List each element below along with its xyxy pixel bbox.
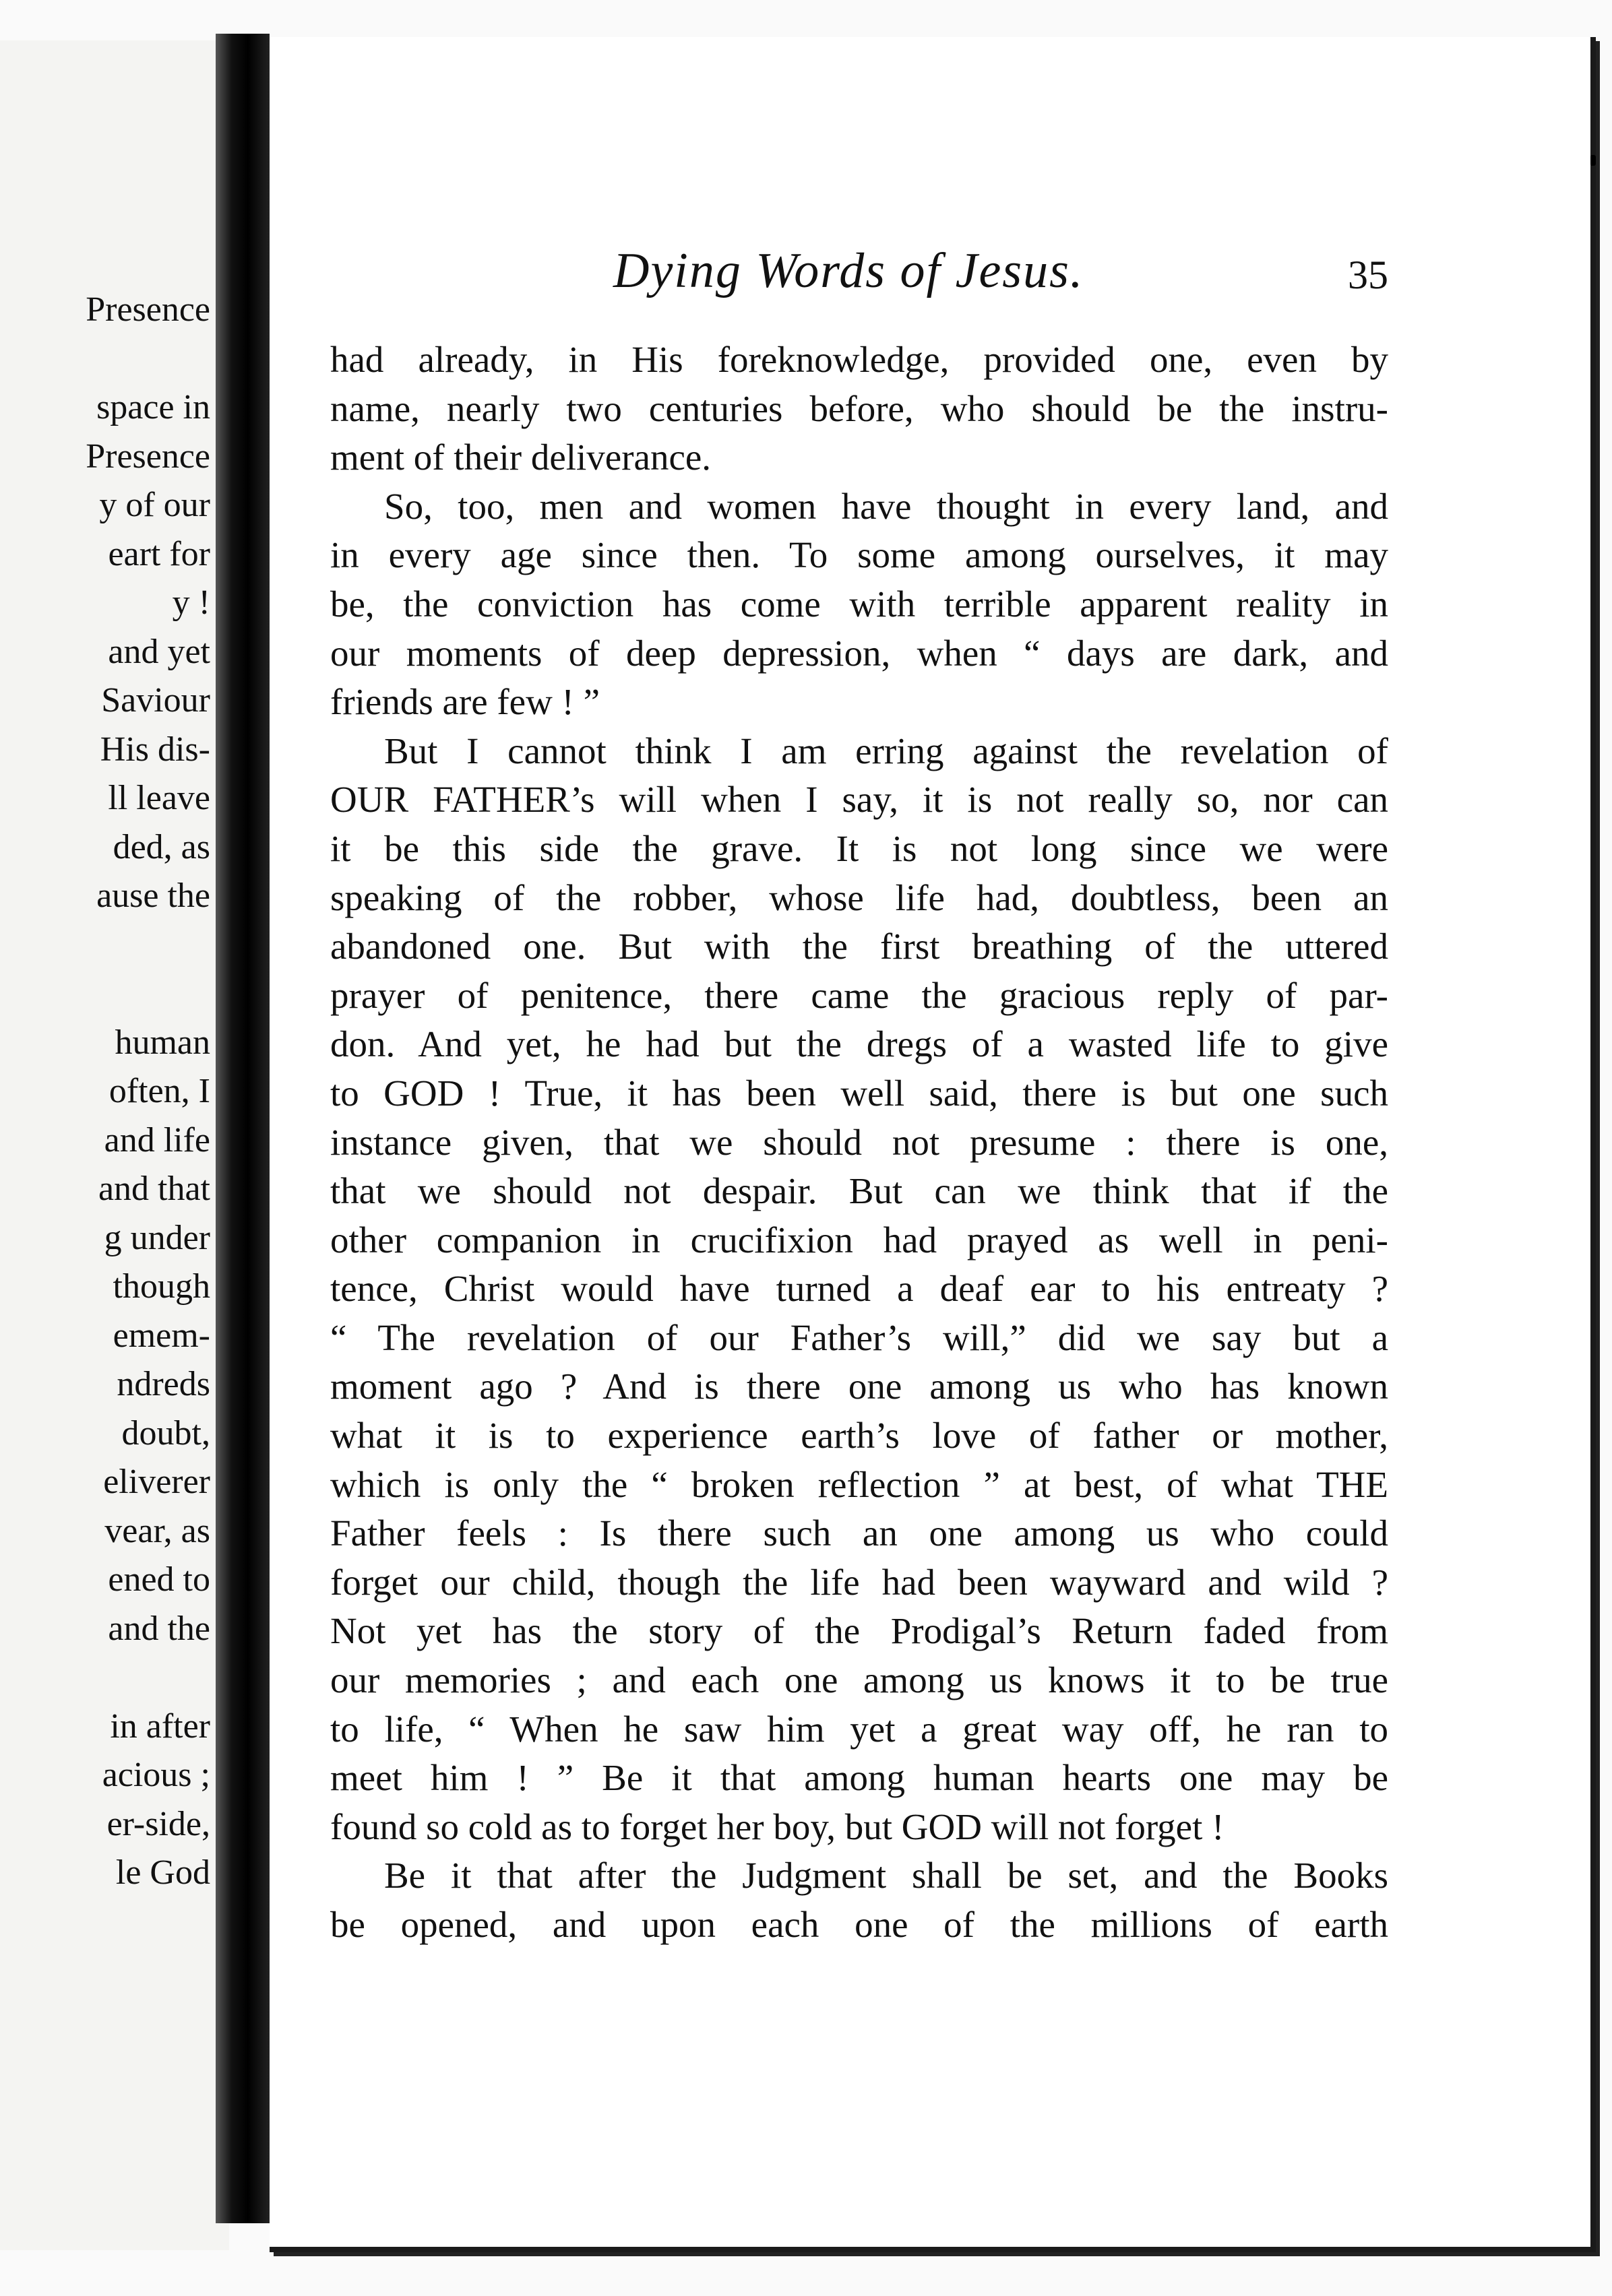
left-page-line: ll leave: [108, 779, 210, 817]
left-page-line: Saviour: [101, 681, 210, 720]
left-page-line: Presence: [86, 437, 210, 476]
left-page-line: Presence: [86, 290, 210, 329]
book-gutter: [216, 34, 270, 2223]
text-line: to life, “ When he saw him yet a great way off, he ran to: [330, 1708, 1388, 1750]
text-line: don. And yet, he had but the dregs of a wasted life to give: [330, 1023, 1388, 1065]
text-line: in every age since then. To some among ourselves, it may: [330, 534, 1388, 576]
left-page-line: emem-: [113, 1316, 210, 1355]
text-line: be opened, and upon each one of the millions of earth: [330, 1904, 1388, 1945]
left-page-line: and that: [98, 1170, 210, 1208]
left-page-line: ened to: [108, 1560, 210, 1599]
text-line: prayer of penitence, there came the gracious reply of par-: [330, 974, 1388, 1016]
scan-speck: [1590, 155, 1596, 166]
left-page-line: though: [113, 1267, 210, 1306]
text-line: had already, in His foreknowledge, provided one, even by: [330, 339, 1388, 380]
left-page-line: and yet: [108, 632, 210, 671]
text-line: it be this side the grave. It is not long since we were: [330, 827, 1388, 869]
left-page-line: space in: [96, 388, 210, 426]
text-line: meet him ! ” Be it that among human hearts one may be: [330, 1757, 1388, 1799]
left-page-line: acious ;: [102, 1756, 210, 1794]
left-page-line: often, I: [108, 1072, 210, 1110]
left-page-line: and life: [104, 1120, 210, 1159]
left-page-line: g under: [104, 1218, 210, 1257]
text-line: other companion in crucifixion had prayed as well in peni-: [330, 1219, 1388, 1261]
left-page-line: human: [115, 1023, 210, 1062]
left-page-line: ded, as: [113, 827, 210, 866]
text-line: our memories ; and each one among us knows it to be true: [330, 1659, 1388, 1701]
left-page-line: eart for: [108, 534, 210, 573]
left-page-line: y !: [172, 583, 210, 622]
text-line: Be it that after the Judgment shall be set, and the Books: [384, 1855, 1388, 1896]
text-line: But I cannot think I am erring against the revelation of: [384, 730, 1388, 771]
text-line: “ The revelation of our Father’s will,” did we say but a: [330, 1316, 1388, 1358]
text-line: OUR FATHER’s will when I say, it is not really so, nor can: [330, 779, 1388, 821]
left-page-line: y of our: [99, 486, 210, 524]
body-text: [330, 336, 1388, 1950]
text-line: instance given, that we should not presume : there is one,: [330, 1121, 1388, 1163]
text-line: name, nearly two centuries before, who should be the instru-: [330, 387, 1388, 429]
left-page-line: doubt,: [121, 1413, 210, 1453]
left-page-line: in after: [110, 1707, 210, 1746]
text-line: So, too, men and women have thought in every land, and: [384, 485, 1388, 527]
text-line: abandoned one. But with the first breathing of the uttered: [330, 926, 1388, 967]
left-page-line: vear, as: [104, 1511, 210, 1550]
previous-page-fragment: [0, 40, 229, 2250]
running-title: Dying Words of Jesus.: [613, 243, 1084, 298]
left-page-line: eliverer: [103, 1463, 210, 1501]
left-page-line: ndreds: [117, 1365, 210, 1403]
left-page-line: His dis-: [100, 730, 210, 769]
text-line: tence, Christ would have turned a deaf ear to his entreaty ?: [330, 1268, 1388, 1310]
text-line: moment ago ? And is there one among us who has known: [330, 1366, 1388, 1407]
text-line: to GOD ! True, it has been well said, there is but one such: [330, 1072, 1388, 1114]
left-page-line: ause the: [96, 876, 210, 915]
page-number: 35: [1348, 253, 1388, 297]
text-line: friends are few ! ”: [330, 681, 600, 723]
text-line: Not yet has the story of the Prodigal’s Return faded from: [330, 1610, 1388, 1652]
text-line: be, the conviction has come with terrible apparent reality in: [330, 583, 1388, 625]
running-head: [337, 243, 1388, 310]
left-page-line: and the: [108, 1609, 210, 1648]
text-line: that we should not despair. But can we think that if the: [330, 1170, 1388, 1212]
text-line: what it is to experience earth’s love of father or mother,: [330, 1415, 1388, 1457]
text-line: which is only the “ broken reflection ” at best, of what THE: [330, 1463, 1388, 1505]
text-line: found so cold as to forget her boy, but GOD will not forget !: [330, 1806, 1224, 1847]
left-page-line: er-side,: [106, 1804, 210, 1843]
text-line: speaking of the robber, whose life had, doubtless, been an: [330, 876, 1388, 918]
text-line: Father feels : Is there such an one among us who could: [330, 1512, 1388, 1554]
left-page-line: le God: [115, 1853, 210, 1892]
text-line: forget our child, though the life had been wayward and wild ?: [330, 1561, 1388, 1603]
text-line: our moments of deep depression, when “ days are dark, and: [330, 632, 1388, 674]
text-line: ment of their deliverance.: [330, 437, 712, 478]
